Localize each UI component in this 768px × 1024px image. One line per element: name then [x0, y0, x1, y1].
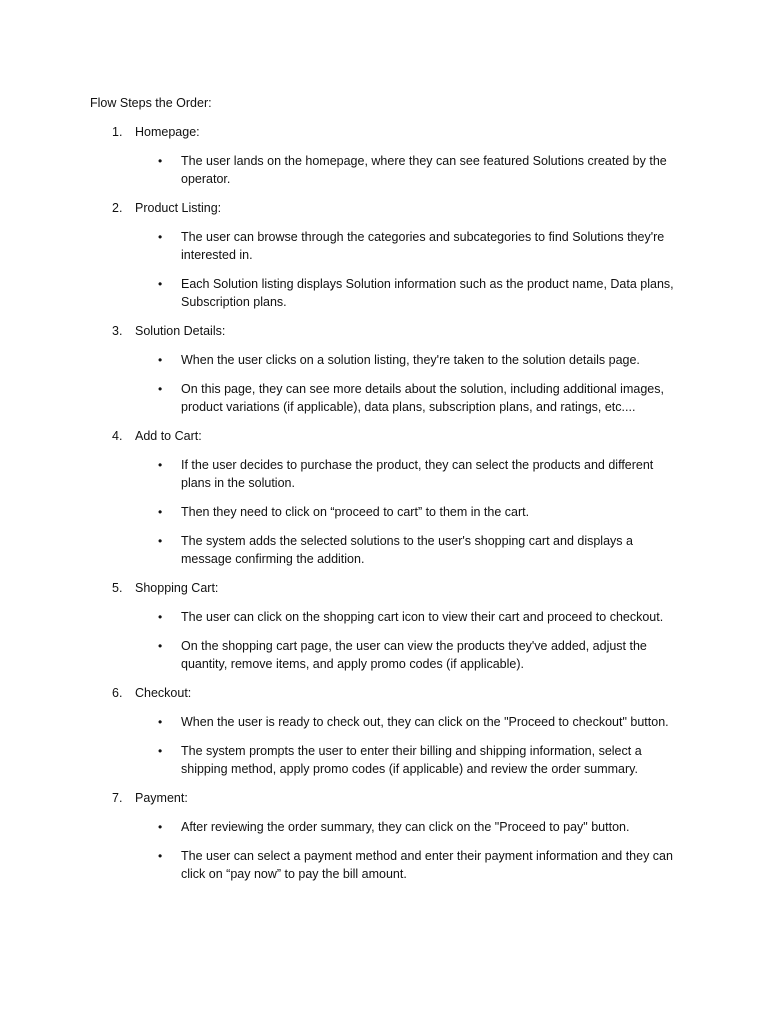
- bullet-text: The system prompts the user to enter their billing and shipping information, select a shipping method, apply promo codes (if applicable) and review the order summary.: [181, 744, 642, 776]
- step-title: Add to Cart:: [135, 429, 202, 443]
- document-title: Flow Steps the Order:: [90, 96, 212, 110]
- bullet-text: The user lands on the homepage, where they can see featured Solutions created by the operator.: [181, 154, 667, 186]
- step-1: [90, 123, 678, 188]
- bullet-text: The user can click on the shopping cart icon to view their cart and proceed to checkout.: [181, 610, 664, 624]
- step-number: 6.: [112, 686, 123, 700]
- step-number: 4.: [112, 429, 123, 443]
- bullet-item: [90, 818, 678, 836]
- bullet-icon: •: [158, 154, 163, 168]
- bullet-item: [90, 351, 678, 369]
- bullet-text: After reviewing the order summary, they can click on the "Proceed to pay" button.: [181, 820, 630, 834]
- step-title: Shopping Cart:: [135, 581, 219, 595]
- step-title: Checkout:: [135, 686, 192, 700]
- bullet-text: On the shopping cart page, the user can view the products they've added, adjust the quantity, remove items, and apply promo codes (if applicable).: [181, 639, 647, 671]
- bullet-text: When the user is ready to check out, they can click on the "Proceed to checkout" button.: [181, 715, 669, 729]
- step-2: [90, 199, 678, 311]
- step-title: Homepage:: [135, 125, 200, 139]
- step-title: Product Listing:: [135, 201, 222, 215]
- bullet-item: [90, 456, 678, 492]
- bullet-text: The user can browse through the categories and subcategories to find Solutions they're interested in.: [181, 230, 665, 262]
- bullet-text: On this page, they can see more details about the solution, including additional images, product variations (if applicable), data plans, subscription plans, and ratings, etc....: [181, 382, 664, 414]
- bullet-list: [90, 351, 678, 416]
- step-heading: [90, 427, 678, 445]
- bullet-item: [90, 847, 678, 883]
- step-6: [90, 684, 678, 778]
- step-title: Payment:: [135, 791, 188, 805]
- bullet-item: [90, 152, 678, 188]
- bullet-item: [90, 637, 678, 673]
- step-number: 3.: [112, 324, 123, 338]
- bullet-icon: •: [158, 505, 163, 519]
- bullet-text: The system adds the selected solutions to the user's shopping cart and displays a message confirming the addition.: [181, 534, 633, 566]
- bullet-list: [90, 228, 678, 311]
- bullet-icon: •: [158, 639, 163, 653]
- bullet-icon: •: [158, 715, 163, 729]
- bullet-text: If the user decides to purchase the product, they can select the products and different plans in the solution.: [181, 458, 654, 490]
- bullet-list: [90, 818, 678, 883]
- step-heading: [90, 579, 678, 597]
- bullet-list: [90, 152, 678, 188]
- step-3: [90, 322, 678, 416]
- bullet-text: Each Solution listing displays Solution information such as the product name, Data plans, Subscription plans.: [181, 277, 674, 309]
- step-number: 1.: [112, 125, 123, 139]
- bullet-icon: •: [158, 353, 163, 367]
- bullet-icon: •: [158, 849, 163, 863]
- bullet-list: [90, 456, 678, 568]
- bullet-list: [90, 608, 678, 673]
- bullet-item: [90, 713, 678, 731]
- bullet-icon: •: [158, 230, 163, 244]
- bullet-icon: •: [158, 744, 163, 758]
- bullet-icon: •: [158, 277, 163, 291]
- step-heading: [90, 322, 678, 340]
- bullet-item: [90, 228, 678, 264]
- step-heading: [90, 684, 678, 702]
- bullet-item: [90, 503, 678, 521]
- bullet-item: [90, 742, 678, 778]
- step-number: 7.: [112, 791, 123, 805]
- bullet-text: Then they need to click on “proceed to cart” to them in the cart.: [181, 505, 530, 519]
- step-4: [90, 427, 678, 568]
- step-heading: [90, 123, 678, 141]
- bullet-item: [90, 380, 678, 416]
- step-number: 2.: [112, 201, 123, 215]
- bullet-icon: •: [158, 382, 163, 396]
- bullet-icon: •: [158, 458, 163, 472]
- bullet-text: The user can select a payment method and enter their payment information and they can click on “pay now” to pay the bill amount.: [181, 849, 673, 881]
- bullet-icon: •: [158, 610, 163, 624]
- bullet-icon: •: [158, 534, 163, 548]
- bullet-icon: •: [158, 820, 163, 834]
- step-7: [90, 789, 678, 883]
- bullet-item: [90, 532, 678, 568]
- steps-list: [90, 123, 678, 883]
- bullet-text: When the user clicks on a solution listing, they're taken to the solution details page.: [181, 353, 640, 367]
- bullet-item: [90, 275, 678, 311]
- step-5: [90, 579, 678, 673]
- bullet-list: [90, 713, 678, 778]
- step-heading: [90, 199, 678, 217]
- bullet-item: [90, 608, 678, 626]
- step-title: Solution Details:: [135, 324, 226, 338]
- step-heading: [90, 789, 678, 807]
- step-number: 5.: [112, 581, 123, 595]
